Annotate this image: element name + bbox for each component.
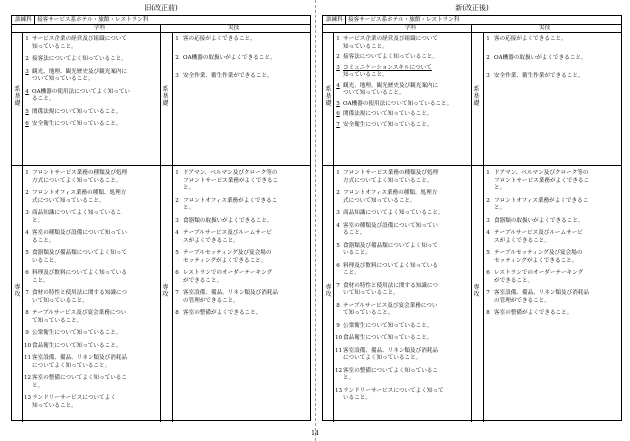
item-number: 3 — [486, 217, 490, 224]
list-item-text: 食材の特性と使用法に関する知識につ — [32, 290, 127, 296]
list-item-text: と。 — [183, 205, 195, 211]
item-number: 10 — [335, 335, 343, 341]
list-item-text: ドアマン、ベルマン及びクローク等の — [494, 170, 589, 176]
item-number: 6 — [25, 121, 29, 127]
item-number: 8 — [25, 310, 29, 316]
list-item-text: についてよく知っていること。 — [343, 355, 422, 361]
list-item-text: 公衆衛生について知っていること。 — [32, 330, 122, 336]
page-divider — [315, 0, 316, 441]
list-item-text: ランドリーサービスについてよく — [32, 395, 116, 401]
item-number: 8 — [175, 310, 179, 316]
item-number: 6 — [336, 262, 340, 269]
section-label-senko-jitsugi: 専攻 — [473, 284, 480, 298]
list-item-text: テーブルセッティング及び宴会場の — [183, 250, 272, 256]
list-item-text: 関係法規について知っていること。 — [32, 108, 122, 115]
section-label-kiso-jitsugi: 系基礎 — [162, 86, 169, 107]
item-number: 1 — [336, 170, 340, 176]
list-item-text: 安全作業、衛生作業ができること。 — [494, 73, 584, 79]
item-number: 3 — [25, 68, 29, 75]
table-frame — [11, 15, 311, 421]
list-item-text: フロントサービス業務がよくできるこ — [183, 177, 279, 184]
item-number: 4 — [336, 82, 340, 89]
caption-old: 旧(改正前) — [144, 4, 178, 12]
item-number: 11 — [24, 355, 32, 361]
list-item-text: スがよくできること。 — [183, 237, 239, 244]
item-number: 7 — [175, 290, 179, 296]
table-frame — [322, 15, 622, 421]
item-number: 13 — [335, 387, 343, 394]
list-item-text: 客室設備、備品、リネン類及び消耗品 — [494, 290, 589, 296]
list-item-text: 客室の整備がよくできること。 — [183, 310, 262, 316]
section-label-senko: 専攻 — [14, 284, 21, 298]
item-number: 1 — [175, 36, 179, 42]
item-number: 2 — [175, 197, 179, 204]
list-item-text: 客室の整備についてよく知っているこ — [32, 375, 127, 381]
list-item-text: の管理ができること。 — [494, 297, 550, 304]
item-number: 9 — [336, 322, 340, 329]
item-number: 4 — [486, 230, 490, 236]
list-item-text: サービス企業の経営及び組織について — [343, 36, 438, 42]
list-item-text: 知っていること。 — [32, 43, 77, 50]
item-number: 5 — [175, 250, 179, 256]
item-number: 2 — [336, 54, 340, 60]
item-number: 5 — [25, 250, 29, 256]
item-number: 1 — [25, 36, 29, 42]
list-item-text: こと。 — [343, 270, 360, 276]
item-number: 6 — [486, 270, 490, 276]
list-item-text: 方式についてよく知っていること。 — [32, 177, 122, 184]
item-number: 12 — [335, 367, 343, 374]
list-item-text: OA機器の取扱いがよくできること。 — [494, 54, 587, 61]
item-number: 8 — [336, 302, 340, 309]
list-item-text: 食品衛生について知っていること。 — [343, 335, 433, 341]
list-item-text: の管理ができること。 — [183, 297, 239, 304]
col-header-gakka: 学科 — [94, 25, 106, 31]
list-item-text: 食器類及び備品類についてよく知って — [343, 242, 438, 249]
item-number: 3 — [336, 210, 340, 216]
item-number: 2 — [175, 54, 179, 61]
list-item-text: と。 — [494, 205, 506, 211]
list-item-text: テーブルサービス及びルームサービ — [494, 230, 583, 236]
list-item-text: フロントオフィス業務の種類、処理方 — [343, 190, 438, 196]
list-item-text: ること。 — [343, 230, 366, 236]
list-item-text: 知っていること。 — [343, 43, 388, 50]
section-label-senko: 専攻 — [325, 284, 332, 298]
item-number: 1 — [486, 36, 490, 42]
caption-new: 新(改正後) — [455, 4, 489, 12]
item-number: 2 — [336, 190, 340, 196]
list-item-text: 安全作業、衛生作業ができること。 — [183, 73, 273, 79]
list-item-text: 食器類の取扱いがよくできること。 — [494, 217, 584, 224]
list-item-text: と。 — [32, 217, 44, 224]
item-number: 5 — [336, 242, 340, 249]
course-label: 訓練科 — [15, 17, 32, 23]
list-item-text: 食材の特性と使用法に関する知識につ — [343, 282, 438, 289]
list-item-text: 安全衛生について知っていること。 — [32, 121, 122, 127]
list-item-text: いて知っていること。 — [32, 297, 88, 304]
list-item-text: テーブルサービス及び宴会業務につい — [32, 310, 127, 316]
list-item-text: と。 — [494, 185, 506, 191]
course-name: 接客サービス系ホテル・旅館・レストラン科 — [37, 17, 149, 23]
list-item-text: フロントサービス業務の種類及び処理 — [32, 170, 128, 176]
table-old — [11, 0, 311, 421]
col-header-jitsugi: 実技 — [539, 25, 551, 31]
list-item-text: 知っていること。 — [32, 402, 77, 409]
list-item-text: についてよく知っていること。 — [32, 362, 111, 369]
list-item-text: フロントサービス業務がよくできるこ — [494, 177, 590, 184]
list-item-text: 客室の種類及び設備について知ってい — [343, 222, 438, 229]
course-name: 接客サービス系ホテル・旅館・レストラン科 — [348, 17, 460, 23]
item-number: 3 — [175, 73, 179, 79]
list-item-text: テーブルサービス及びルームサービ — [183, 230, 272, 236]
item-number: 7 — [486, 290, 490, 296]
list-item-text: ができること。 — [494, 277, 534, 284]
item-number: 7 — [25, 290, 29, 296]
item-number: 5 — [25, 108, 29, 115]
section-label-kiso: 系基礎 — [325, 86, 332, 107]
item-number: 8 — [486, 310, 490, 316]
item-number: 3 — [486, 73, 490, 79]
item-number: 10 — [24, 342, 32, 349]
list-item-text: 接客法についてよく知っていること。 — [343, 54, 438, 60]
item-number: 1 — [336, 36, 340, 42]
list-item-text: 食品衛生について知っていること。 — [32, 342, 122, 349]
list-item-text: て知っていること。 — [343, 310, 394, 316]
list-item-text: ができること。 — [183, 277, 223, 284]
item-number: 6 — [25, 270, 29, 276]
list-item-text: いること。 — [343, 395, 371, 401]
item-number: 3 — [175, 217, 179, 224]
list-item-text: 客室の整備についてよく知っているこ — [343, 367, 438, 374]
course-label: 訓練科 — [326, 17, 343, 23]
list-item-text: ついて知っていること。 — [32, 76, 94, 82]
list-item-text: 客室設備、備品、リネン類及び消耗品 — [343, 347, 438, 354]
list-item-text: スがよくできること。 — [494, 237, 550, 244]
list-item-text: ドアマン、ベルマン及びクローク等の — [183, 170, 278, 176]
list-item-text: OA機器の使用法について知っていること。 — [343, 100, 453, 107]
list-item-text: ランドリーサービスについてよく知って — [343, 387, 444, 394]
col-header-jitsugi: 実技 — [228, 25, 240, 31]
list-item-text: と。 — [32, 382, 44, 389]
item-number: 3 — [336, 64, 340, 71]
page-number: 14 — [311, 430, 319, 437]
list-item-text: と。 — [343, 375, 355, 381]
list-item-text: レストランでのオーダーテーキング — [494, 270, 584, 276]
list-item-text: ること。 — [32, 96, 55, 102]
item-number: 7 — [336, 282, 340, 289]
section-label-kiso-jitsugi: 系基礎 — [473, 86, 480, 107]
list-item-text: 安全衛生について知っていること。 — [343, 121, 433, 128]
list-item-text: 客の応接がよくできること。 — [183, 36, 256, 42]
item-number: 4 — [25, 88, 29, 95]
item-number: 11 — [335, 347, 343, 354]
list-item-text: フロントオフィス業務の種類、処理方 — [32, 190, 127, 196]
list-item-text: ついて知っていること。 — [343, 90, 405, 96]
item-number: 6 — [336, 111, 340, 117]
item-number: 12 — [24, 375, 32, 381]
item-number: 2 — [25, 190, 29, 196]
list-item-text: 式について知っていること。 — [32, 197, 105, 204]
list-item-text: 観光、地理、観光歴史及び観光案内に — [32, 68, 128, 75]
list-item-text: いること。 — [343, 250, 371, 256]
item-number: 3 — [25, 210, 29, 216]
list-item-text: 商品知識についてよく知っているこ — [32, 210, 122, 216]
list-item-text: フロントオフィス業務がよくできるこ — [494, 197, 589, 204]
item-number: 4 — [175, 230, 179, 236]
list-item-text: 客室の整備がよくできること。 — [494, 310, 573, 316]
list-item-text: 客の応接がよくできること。 — [494, 36, 567, 42]
list-item-text: 客室の種類及び設備について知ってい — [32, 230, 127, 236]
list-item-text: フロントオフィス業務がよくできるこ — [183, 197, 278, 204]
item-number: 2 — [486, 197, 490, 204]
list-item-text: 客室設備、備品、リネン類及び消耗品 — [183, 290, 278, 296]
list-item-text: セッティングがよくできること。 — [494, 257, 578, 264]
list-item-text: 商品知識についてよく知っていること。 — [343, 210, 444, 216]
item-number: 7 — [336, 121, 340, 128]
list-item-text: テーブルセッティング及び宴会場の — [494, 250, 583, 256]
item-number: 1 — [175, 170, 179, 176]
list-item-text: 食器類及び備品類についてよく知って — [32, 250, 127, 256]
item-number: 13 — [24, 395, 32, 401]
list-item-text: 料理及び飲料についてよく知っている — [343, 262, 438, 269]
list-item-text: こと。 — [32, 277, 49, 284]
list-item-text: 食器類の取扱いがよくできること。 — [183, 217, 273, 224]
list-item-text: サービス企業の経営及び組織について — [32, 36, 127, 42]
item-number: 1 — [25, 170, 29, 176]
list-item-text: 観光、地理、観光歴史及び観光案内に — [343, 82, 439, 89]
list-item-text: コミュニケーションスキルについて — [343, 64, 432, 71]
list-item-text: 公衆衛生について知っていること。 — [343, 322, 433, 329]
list-item-text: て知っていること。 — [32, 317, 83, 324]
item-number: 2 — [25, 56, 29, 62]
list-item-text: レストランでのオーダーテーキング — [183, 270, 273, 276]
section-label-kiso: 系基礎 — [14, 86, 21, 107]
list-item-text: と。 — [183, 185, 195, 191]
list-item-text: 式について知っていること。 — [343, 197, 416, 204]
item-number: 1 — [486, 170, 490, 176]
item-number: 4 — [336, 222, 340, 229]
item-number: 5 — [336, 100, 340, 107]
list-item-text: OA機器の取扱いがよくできること。 — [183, 54, 276, 61]
list-item-text: いて知っていること。 — [343, 290, 399, 296]
list-item-text: 方式についてよく知っていること。 — [343, 177, 433, 184]
list-item-text: OA機器の使用法についてよく知ってい — [32, 88, 131, 95]
list-item-text: フロントサービス業務の種類及び処理 — [343, 170, 439, 176]
item-number: 5 — [486, 250, 490, 256]
table-new — [322, 0, 622, 421]
list-item-text: 知っていること。 — [343, 72, 388, 78]
list-item-text: 料理及び飲料についてよく知っている — [32, 270, 127, 276]
list-item-text: ること。 — [32, 237, 55, 244]
list-item-text: 関係法規について知っていること。 — [343, 111, 433, 117]
list-item-text: セッティングがよくできること。 — [183, 257, 267, 264]
item-number: 4 — [25, 230, 29, 236]
col-header-gakka: 学科 — [405, 25, 417, 31]
section-label-senko-jitsugi: 専攻 — [162, 284, 169, 298]
item-number: 9 — [25, 330, 29, 336]
list-item-text: 接客法についてよく知っていること。 — [32, 56, 127, 62]
list-item-text: テーブルサービス及び宴会業務につい — [343, 302, 438, 309]
list-item-text: 客室設備、備品、リネン類及び消耗品 — [32, 355, 127, 361]
item-number: 2 — [486, 54, 490, 61]
list-item-text: いること。 — [32, 257, 60, 264]
item-number: 6 — [175, 270, 179, 276]
